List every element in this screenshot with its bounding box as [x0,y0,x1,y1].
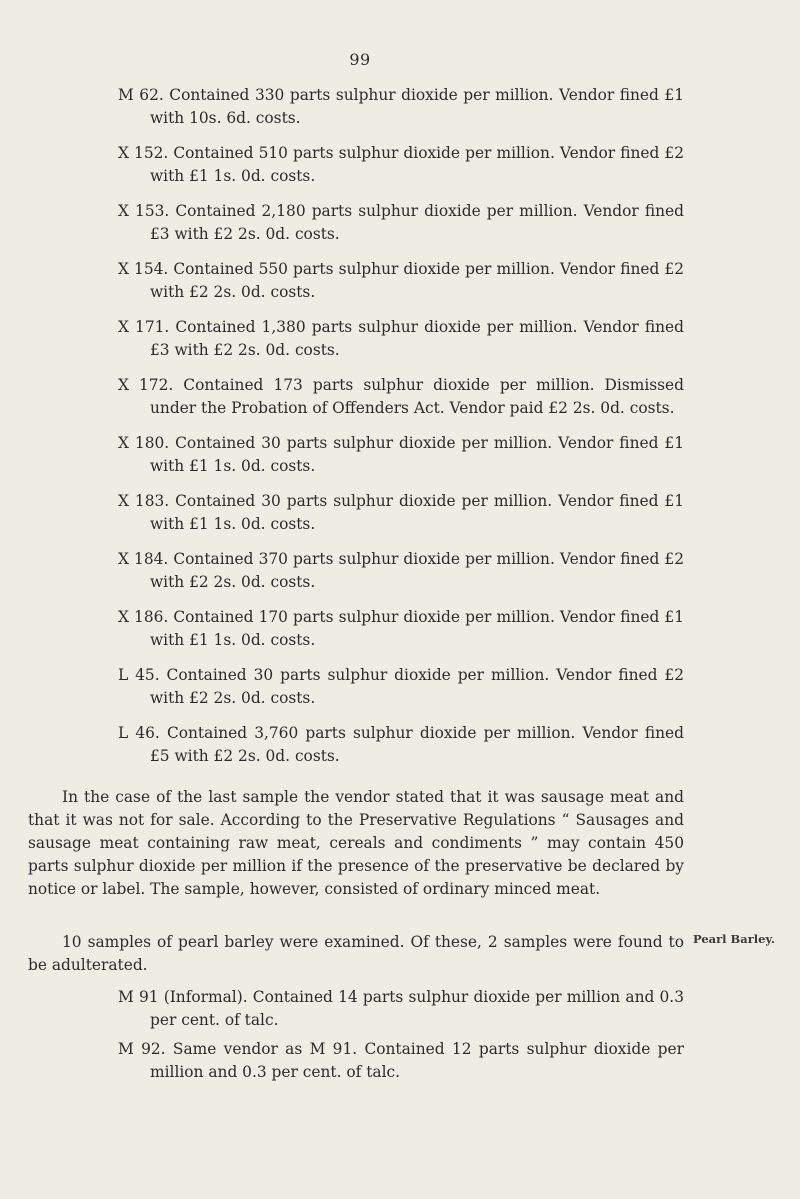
entry-text: M 91 (Informal). Contained 14 parts sulphur dioxide per million and 0.3 per cent. of talc. [118,988,684,1029]
entry-text: X 186. Contained 170 parts sulphur dioxide per million. Vendor fined £1 with £1 1s. 0d. costs. [118,608,684,649]
entry-l45 [118,664,684,710]
entry-text: X 183. Contained 30 parts sulphur dioxide per million. Vendor fined £1 with £1 1s. 0d. costs. [118,492,684,533]
entry-x154 [118,258,684,304]
entry-text: X 153. Contained 2,180 parts sulphur dioxide per million. Vendor fined £3 with £2 2s. 0d. costs. [118,202,684,243]
entry-m92 [118,1038,684,1084]
entry-x183 [118,490,684,536]
entry-x186 [118,606,684,652]
entry-x180 [118,432,684,478]
pearl-barley-entries [118,986,684,1090]
entry-text: X 154. Contained 550 parts sulphur dioxide per million. Vendor fined £2 with £2 2s. 0d. costs. [118,260,684,301]
paragraph-text: In the case of the last sample the vendor stated that it was sausage meat and that it was not for sale. According to the Preservative Regulations “ Sausages and sausage meat containing raw meat, cereals and condiments ” may contain 450 parts sulphur dioxide per million if the presence of the preservative be declared by notice or label. The sample, however, consisted of ordinary minced meat. [28,788,684,898]
entry-text: X 171. Contained 1,380 parts sulphur dioxide per million. Vendor fined £3 with £2 2s. 0d. costs. [118,318,684,359]
entry-x172 [118,374,684,420]
entry-x171 [118,316,684,362]
entry-x153 [118,200,684,246]
entry-text: M 92. Same vendor as M 91. Contained 12 parts sulphur dioxide per million and 0.3 per cent. of talc. [118,1040,684,1081]
entry-m91 [118,986,684,1032]
entry-text: X 180. Contained 30 parts sulphur dioxide per million. Vendor fined £1 with £1 1s. 0d. costs. [118,434,684,475]
entry-x184 [118,548,684,594]
pearl-barley-paragraph [28,931,684,977]
entry-text: X 184. Contained 370 parts sulphur dioxide per million. Vendor fined £2 with £2 2s. 0d. costs. [118,550,684,591]
entry-x152 [118,142,684,188]
entry-text: M 62. Contained 330 parts sulphur dioxide per million. Vendor fined £1 with 10s. 6d. costs. [118,86,684,127]
entry-text: L 45. Contained 30 parts sulphur dioxide per million. Vendor fined £2 with £2 2s. 0d. costs. [118,666,684,707]
entry-text: X 152. Contained 510 parts sulphur dioxide per million. Vendor fined £2 with £1 1s. 0d. costs. [118,144,684,185]
entry-m62 [118,84,684,130]
sausage-note-paragraph [28,786,684,901]
margin-note-pearl-barley: Pearl Barley. [693,932,775,946]
paragraph-text: 10 samples of pearl barley were examined. Of these, 2 samples were found to be adulterated. [28,933,684,974]
page-number: 99 [349,50,371,69]
entry-text: L 46. Contained 3,760 parts sulphur dioxide per million. Vendor fined £5 with £2 2s. 0d. costs. [118,724,684,765]
entry-text: X 172. Contained 173 parts sulphur dioxide per million. Dismissed under the Probation of Offenders Act. Vendor paid £2 2s. 0d. costs. [118,376,684,417]
sulphur-dioxide-entries [118,84,684,780]
entry-l46 [118,722,684,768]
